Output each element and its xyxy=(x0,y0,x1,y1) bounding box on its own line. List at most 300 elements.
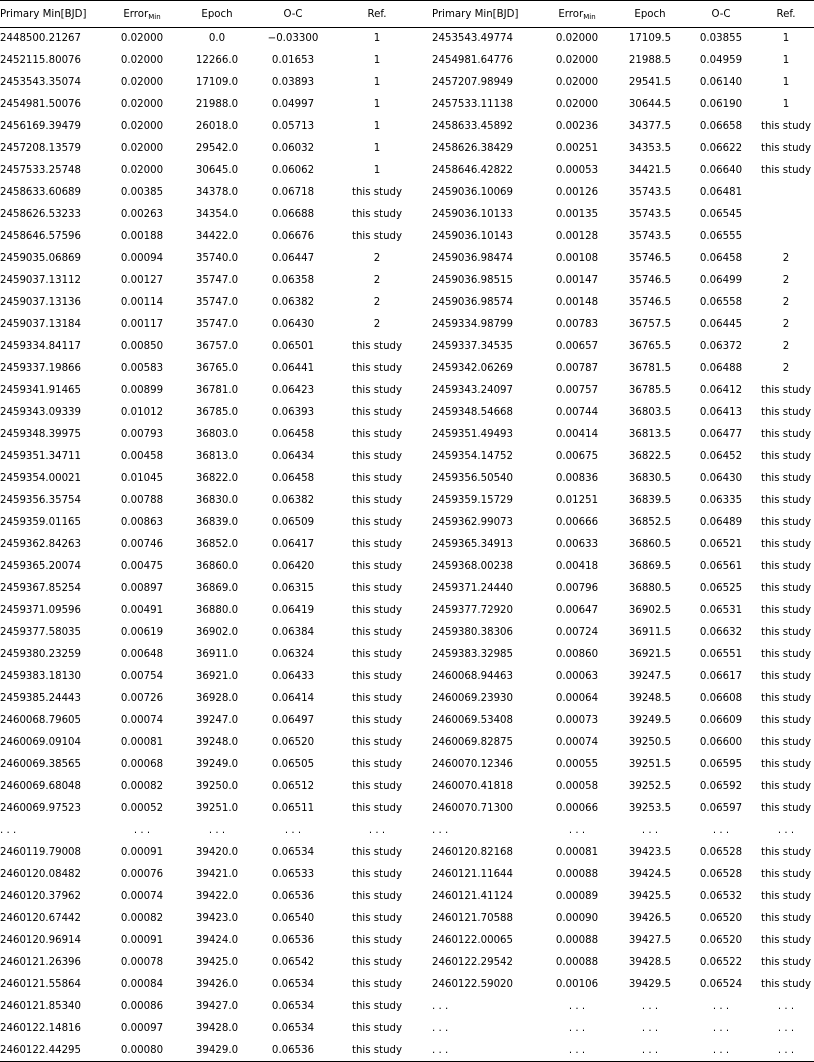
cell-primary-min: 2459334.98799 xyxy=(432,319,514,330)
cell-error: 0.00080 xyxy=(104,1040,180,1062)
cell-error: 0.00088 xyxy=(555,957,599,968)
cell-ref: this study xyxy=(351,847,403,858)
cell-ref: 2 xyxy=(782,319,790,330)
cell-error: 0.00263 xyxy=(120,209,164,220)
cell-ref: . . . xyxy=(777,1001,795,1012)
cell-epoch: 39252.5 xyxy=(628,781,672,792)
table-row xyxy=(0,314,814,336)
cell-epoch: 35747.0 xyxy=(195,297,239,308)
cell-primary-min: 2452115.80076 xyxy=(0,55,82,66)
cell-error: 0.00084 xyxy=(120,979,164,990)
cell-ref: this study xyxy=(760,495,812,506)
cell-oc: . . . xyxy=(712,1023,730,1034)
cell-ref: this study xyxy=(351,979,403,990)
cell-oc: 0.06417 xyxy=(271,539,315,550)
cell-epoch: 36880.5 xyxy=(628,583,672,594)
cell-epoch: 35746.5 xyxy=(628,253,672,264)
cell-error: . . . xyxy=(133,825,151,836)
cell-primary-min: 2459371.09596 xyxy=(0,605,82,616)
cell-oc: 0.06032 xyxy=(271,143,315,154)
cell-primary-min: . . . xyxy=(422,1040,538,1062)
cell-oc: 0.06592 xyxy=(699,781,743,792)
cell-epoch: 39249.0 xyxy=(195,759,239,770)
cell-primary-min: 2460120.37962 xyxy=(0,891,82,902)
cell-error: 0.00053 xyxy=(555,165,599,176)
cell-ref: this study xyxy=(760,803,812,814)
cell-oc: 0.06688 xyxy=(271,209,315,220)
cell-oc: 0.06609 xyxy=(699,715,743,726)
cell-oc: 0.06441 xyxy=(271,363,315,374)
cell-ref: 2 xyxy=(782,297,790,308)
cell-ref: this study xyxy=(351,231,403,242)
cell-primary-min: 2460121.11644 xyxy=(432,869,514,880)
cell-primary-min: 2459037.13136 xyxy=(0,297,82,308)
cell-oc: 0.06477 xyxy=(699,429,743,440)
cell-primary-min: 2459348.39975 xyxy=(0,429,82,440)
cell-epoch: 35747.0 xyxy=(195,275,239,286)
cell-oc: 0.06525 xyxy=(699,583,743,594)
cell-ref: this study xyxy=(351,209,403,220)
cell-oc: 0.06335 xyxy=(699,495,743,506)
cell-primary-min: 2460122.29542 xyxy=(432,957,514,968)
cell-ref: this study xyxy=(332,1040,422,1062)
cell-primary-min: 2459359.01165 xyxy=(0,517,82,528)
cell-primary-min: . . . xyxy=(0,825,17,836)
cell-ref: . . . xyxy=(777,1023,795,1034)
cell-oc: 0.06531 xyxy=(699,605,743,616)
cell-error: 0.02000 xyxy=(120,33,164,45)
cell-ref: this study xyxy=(351,561,403,572)
cell-error: 0.00088 xyxy=(555,935,599,946)
cell-primary-min: 2459380.38306 xyxy=(432,627,514,638)
cell-epoch: 39421.0 xyxy=(195,869,239,880)
cell-ref: this study xyxy=(760,605,812,616)
cell-epoch: 36785.5 xyxy=(628,385,672,396)
cell-oc: 0.03893 xyxy=(271,77,315,88)
cell-epoch: 36803.5 xyxy=(628,407,672,418)
cell-error: 0.00076 xyxy=(120,869,164,880)
cell-oc: 0.06597 xyxy=(699,803,743,814)
cell-epoch: 36880.0 xyxy=(195,605,239,616)
table-row xyxy=(0,886,814,908)
cell-epoch: 29541.5 xyxy=(628,77,672,88)
cell-oc: 0.06600 xyxy=(699,737,743,748)
table-row xyxy=(0,820,814,842)
cell-oc: 0.06419 xyxy=(271,605,315,616)
cell-oc: 0.06324 xyxy=(271,649,315,660)
cell-epoch: 36803.0 xyxy=(195,429,239,440)
cell-ref: this study xyxy=(760,649,812,660)
cell-ref: 1 xyxy=(782,99,790,110)
cell-oc: 0.06522 xyxy=(699,957,743,968)
cell-ref: 1 xyxy=(782,55,790,66)
cell-epoch: 36911.5 xyxy=(628,627,672,638)
cell-epoch: . . . xyxy=(641,825,659,836)
cell-epoch: 26018.0 xyxy=(195,121,239,132)
cell-error: 0.00127 xyxy=(120,275,164,286)
cell-oc: 0.06458 xyxy=(271,473,315,484)
header-ref: Ref. xyxy=(332,1,422,28)
cell-ref: this study xyxy=(760,671,812,682)
cell-oc: 0.06534 xyxy=(271,1023,315,1034)
cell-primary-min: 2459036.10069 xyxy=(432,187,514,198)
cell-ref: this study xyxy=(760,715,812,726)
cell-oc: 0.06511 xyxy=(271,803,315,814)
cell-oc: 0.01653 xyxy=(271,55,315,66)
cell-oc: 0.06632 xyxy=(699,627,743,638)
cell-ref: this study xyxy=(351,605,403,616)
cell-primary-min: 2458626.53233 xyxy=(0,209,82,220)
cell-epoch: 39427.0 xyxy=(195,1001,239,1012)
table-row xyxy=(0,116,814,138)
cell-primary-min: 2459383.32985 xyxy=(432,649,514,660)
cell-oc: 0.06447 xyxy=(271,253,315,264)
cell-oc: 0.06622 xyxy=(699,143,743,154)
cell-error: 0.00860 xyxy=(555,649,599,660)
table-row xyxy=(0,842,814,864)
cell-ref: this study xyxy=(760,979,812,990)
cell-error: 0.00788 xyxy=(120,495,164,506)
cell-epoch: 39424.0 xyxy=(195,935,239,946)
cell-primary-min: 2459359.15729 xyxy=(432,495,514,506)
cell-oc: 0.06528 xyxy=(699,869,743,880)
cell-primary-min: 2459348.54668 xyxy=(432,407,514,418)
cell-ref: this study xyxy=(351,495,403,506)
cell-ref: this study xyxy=(760,935,812,946)
cell-ref: this study xyxy=(351,627,403,638)
cell-primary-min: 2460069.09104 xyxy=(0,737,82,748)
cell-error: 0.02000 xyxy=(555,55,599,66)
cell-epoch: 36757.5 xyxy=(628,319,672,330)
cell-ref: this study xyxy=(351,671,403,682)
cell-epoch: 36830.5 xyxy=(628,473,672,484)
table-row xyxy=(0,952,814,974)
cell-ref: this study xyxy=(760,693,812,704)
cell-epoch: 39425.5 xyxy=(628,891,672,902)
cell-oc: 0.06382 xyxy=(271,297,315,308)
cell-primary-min: 2458626.38429 xyxy=(432,143,514,154)
cell-primary-min: 2457533.25748 xyxy=(0,165,82,176)
cell-ref: . . . xyxy=(758,1040,814,1062)
cell-error: 0.00188 xyxy=(120,231,164,242)
cell-ref: 2 xyxy=(373,297,381,308)
table-row xyxy=(0,204,814,226)
cell-oc: 0.06608 xyxy=(699,693,743,704)
cell-error: 0.00128 xyxy=(555,231,599,242)
header-error-sub-2: Min xyxy=(583,12,596,21)
cell-ref: this study xyxy=(760,781,812,792)
cell-ref: this study xyxy=(760,385,812,396)
cell-error: 0.00796 xyxy=(555,583,599,594)
header-error-label: Error xyxy=(123,8,149,20)
cell-epoch: 34422.0 xyxy=(195,231,239,242)
table-row xyxy=(0,908,814,930)
table-row xyxy=(0,688,814,710)
cell-ref: this study xyxy=(351,781,403,792)
cell-error: 0.00074 xyxy=(555,737,599,748)
cell-oc: 0.06658 xyxy=(699,121,743,132)
cell-epoch: 34354.0 xyxy=(195,209,239,220)
cell-primary-min: 2459337.34535 xyxy=(432,341,514,352)
cell-primary-min: 2458646.57596 xyxy=(0,231,82,242)
cell-error: 0.02000 xyxy=(555,99,599,110)
cell-epoch: 36839.5 xyxy=(628,495,672,506)
cell-error: 0.00058 xyxy=(555,781,599,792)
cell-epoch: 35746.5 xyxy=(628,297,672,308)
cell-oc: 0.06393 xyxy=(271,407,315,418)
cell-error: 0.00836 xyxy=(555,473,599,484)
cell-oc: 0.06481 xyxy=(699,187,743,198)
cell-oc: 0.06489 xyxy=(699,517,743,528)
cell-error: 0.00066 xyxy=(555,803,599,814)
cell-ref: this study xyxy=(760,759,812,770)
cell-epoch: 36902.0 xyxy=(195,627,239,638)
cell-primary-min: 2459383.18130 xyxy=(0,671,82,682)
cell-oc: 0.06512 xyxy=(271,781,315,792)
cell-oc: 0.06488 xyxy=(699,363,743,374)
cell-epoch: 36860.0 xyxy=(195,561,239,572)
cell-error: 0.00064 xyxy=(555,693,599,704)
cell-epoch: 36839.0 xyxy=(195,517,239,528)
cell-epoch: 35747.0 xyxy=(195,319,239,330)
table-row xyxy=(0,446,814,468)
cell-primary-min: 2456169.39479 xyxy=(0,121,82,132)
cell-error: 0.02000 xyxy=(120,165,164,176)
cell-epoch: 35740.0 xyxy=(195,253,239,264)
cell-oc: 0.06458 xyxy=(271,429,315,440)
cell-primary-min: 2459385.24443 xyxy=(0,693,82,704)
cell-primary-min: 2458633.60689 xyxy=(0,187,82,198)
cell-oc: 0.06358 xyxy=(271,275,315,286)
cell-epoch: 30644.5 xyxy=(628,99,672,110)
cell-epoch: 36830.0 xyxy=(195,495,239,506)
cell-error: 0.00850 xyxy=(120,341,164,352)
cell-primary-min: 2459368.00238 xyxy=(432,561,514,572)
table-row xyxy=(0,512,814,534)
cell-epoch: 34378.0 xyxy=(195,187,239,198)
cell-ref: this study xyxy=(351,539,403,550)
cell-oc: 0.06062 xyxy=(271,165,315,176)
cell-ref: 1 xyxy=(373,33,381,45)
cell-primary-min: 2458633.45892 xyxy=(432,121,514,132)
cell-ref: this study xyxy=(351,451,403,462)
cell-ref: 2 xyxy=(373,275,381,286)
cell-epoch: 36852.5 xyxy=(628,517,672,528)
cell-ref: this study xyxy=(760,517,812,528)
cell-error: 0.00726 xyxy=(120,693,164,704)
cell-ref: this study xyxy=(760,165,812,176)
cell-error: 0.00117 xyxy=(120,319,164,330)
cell-error: 0.00081 xyxy=(555,847,599,858)
cell-primary-min: 2459036.98574 xyxy=(432,297,514,308)
cell-epoch: 39428.0 xyxy=(195,1023,239,1034)
cell-primary-min: 2460068.79605 xyxy=(0,715,82,726)
cell-error: 0.00074 xyxy=(120,891,164,902)
cell-oc: 0.06561 xyxy=(699,561,743,572)
cell-oc: 0.06414 xyxy=(271,693,315,704)
cell-epoch: 39428.5 xyxy=(628,957,672,968)
cell-ref: 2 xyxy=(782,363,790,374)
cell-error: 0.02000 xyxy=(555,77,599,88)
cell-primary-min: 2459342.06269 xyxy=(432,363,514,374)
table-row xyxy=(0,28,814,50)
cell-primary-min: . . . xyxy=(432,1023,449,1034)
cell-epoch: 39426.5 xyxy=(628,913,672,924)
cell-ref: this study xyxy=(351,935,403,946)
cell-error: 0.00657 xyxy=(555,341,599,352)
cell-error: 0.00088 xyxy=(555,869,599,880)
cell-primary-min: 2459367.85254 xyxy=(0,583,82,594)
cell-epoch: 21988.5 xyxy=(628,55,672,66)
cell-oc: 0.04997 xyxy=(271,99,315,110)
cell-primary-min: 2453543.35074 xyxy=(0,77,82,88)
cell-error: . . . xyxy=(538,1040,616,1062)
cell-primary-min: 2459365.34913 xyxy=(432,539,514,550)
cell-oc: 0.06520 xyxy=(271,737,315,748)
cell-oc: 0.06524 xyxy=(699,979,743,990)
cell-primary-min: 2460122.59020 xyxy=(432,979,514,990)
header-ref-2: Ref. xyxy=(758,1,814,28)
cell-oc: 0.06452 xyxy=(699,451,743,462)
cell-oc: 0.06555 xyxy=(699,231,743,242)
cell-error: 0.00052 xyxy=(120,803,164,814)
cell-epoch: 36928.0 xyxy=(195,693,239,704)
table-row xyxy=(0,644,814,666)
cell-primary-min: 2457533.11138 xyxy=(432,99,514,110)
cell-error: 0.00108 xyxy=(555,253,599,264)
cell-epoch: . . . xyxy=(641,1001,659,1012)
table-row xyxy=(0,358,814,380)
table-row xyxy=(0,1040,814,1062)
table-row xyxy=(0,864,814,886)
cell-error: 0.00633 xyxy=(555,539,599,550)
cell-oc: 0.06420 xyxy=(271,561,315,572)
cell-error: 0.00078 xyxy=(120,957,164,968)
cell-error: 0.00094 xyxy=(120,253,164,264)
cell-primary-min: 2460120.08482 xyxy=(0,869,82,880)
cell-primary-min: 2459380.23259 xyxy=(0,649,82,660)
cell-primary-min: 2459356.35754 xyxy=(0,495,82,506)
cell-oc: 0.06534 xyxy=(271,847,315,858)
cell-primary-min: 2459037.13184 xyxy=(0,319,82,330)
cell-oc: . . . xyxy=(684,1040,758,1062)
cell-oc: 0.06445 xyxy=(699,319,743,330)
cell-error: 0.00619 xyxy=(120,627,164,638)
cell-primary-min: 2457208.13579 xyxy=(0,143,82,154)
cell-primary-min: 2459036.10133 xyxy=(432,209,514,220)
cell-ref: this study xyxy=(351,715,403,726)
cell-primary-min: 2460120.67442 xyxy=(0,913,82,924)
cell-epoch: 36869.0 xyxy=(195,583,239,594)
table-row xyxy=(0,270,814,292)
cell-primary-min: 2459354.00021 xyxy=(0,473,82,484)
cell-ref: this study xyxy=(351,187,403,198)
cell-error: 0.00082 xyxy=(120,913,164,924)
cell-error: 0.02000 xyxy=(120,121,164,132)
cell-ref: 1 xyxy=(782,77,790,88)
cell-primary-min: 2460122.00065 xyxy=(432,935,514,946)
cell-primary-min: 2459362.99073 xyxy=(432,517,514,528)
cell-epoch: 36813.0 xyxy=(195,451,239,462)
cell-oc: 0.06501 xyxy=(271,341,315,352)
cell-primary-min: 2460069.82875 xyxy=(432,737,514,748)
table-row xyxy=(0,160,814,182)
cell-primary-min: 2459377.72920 xyxy=(432,605,514,616)
cell-oc: 0.06520 xyxy=(699,913,743,924)
cell-ref: this study xyxy=(351,341,403,352)
cell-error: 0.00744 xyxy=(555,407,599,418)
cell-error: 0.00666 xyxy=(555,517,599,528)
cell-error: 0.00251 xyxy=(555,143,599,154)
cell-error: 0.00863 xyxy=(120,517,164,528)
cell-oc: 0.06718 xyxy=(271,187,315,198)
cell-primary-min: 2460069.97523 xyxy=(0,803,82,814)
cell-primary-min: 2460122.14816 xyxy=(0,1023,82,1034)
cell-epoch: 39425.0 xyxy=(195,957,239,968)
cell-oc: 0.06542 xyxy=(271,957,315,968)
cell-oc: 0.06372 xyxy=(699,341,743,352)
cell-primary-min: 2459036.10143 xyxy=(432,231,514,242)
cell-primary-min: 2459354.14752 xyxy=(432,451,514,462)
cell-ref: this study xyxy=(760,539,812,550)
cell-error: 0.00073 xyxy=(555,715,599,726)
cell-primary-min: 2460121.55864 xyxy=(0,979,82,990)
cell-ref: this study xyxy=(760,407,812,418)
cell-error: 0.00647 xyxy=(555,605,599,616)
cell-primary-min: 2460121.26396 xyxy=(0,957,82,968)
cell-epoch: 39250.5 xyxy=(628,737,672,748)
table-row xyxy=(0,292,814,314)
cell-epoch: 36860.5 xyxy=(628,539,672,550)
cell-primary-min: 2459356.50540 xyxy=(432,473,514,484)
cell-ref: this study xyxy=(351,957,403,968)
cell-ref: this study xyxy=(760,869,812,880)
cell-error: 0.00148 xyxy=(555,297,599,308)
cell-ref: this study xyxy=(760,957,812,968)
cell-epoch: 35743.5 xyxy=(628,187,672,198)
cell-oc: 0.06536 xyxy=(271,935,315,946)
cell-primary-min: 2459365.20074 xyxy=(0,561,82,572)
cell-error: 0.00147 xyxy=(555,275,599,286)
cell-ref: 2 xyxy=(373,253,381,264)
cell-ref: this study xyxy=(351,891,403,902)
cell-error: 0.00086 xyxy=(120,1001,164,1012)
header-error-2 xyxy=(538,1,616,28)
cell-ref: this study xyxy=(351,407,403,418)
cell-oc: 0.06540 xyxy=(271,913,315,924)
cell-error: 0.02000 xyxy=(555,33,599,45)
cell-oc: 0.06536 xyxy=(271,891,315,902)
cell-oc: 0.03855 xyxy=(699,33,743,45)
table-row xyxy=(0,996,814,1018)
cell-epoch: 0.0 xyxy=(208,33,226,45)
cell-oc: 0.06430 xyxy=(699,473,743,484)
cell-primary-min: 2460069.23930 xyxy=(432,693,514,704)
cell-error: 0.00491 xyxy=(120,605,164,616)
header-error-sub: Min xyxy=(148,12,161,21)
cell-error: 0.00236 xyxy=(555,121,599,132)
header-error-label-2: Error xyxy=(558,8,584,20)
cell-ref xyxy=(758,182,814,204)
table-row xyxy=(0,930,814,952)
cell-error: 0.00787 xyxy=(555,363,599,374)
cell-primary-min: 2460119.79008 xyxy=(0,847,82,858)
cell-error: 0.00475 xyxy=(120,561,164,572)
cell-ref: this study xyxy=(351,649,403,660)
cell-oc: 0.06617 xyxy=(699,671,743,682)
header-epoch: Epoch xyxy=(180,1,254,28)
cell-primary-min: 2454981.64776 xyxy=(432,55,514,66)
